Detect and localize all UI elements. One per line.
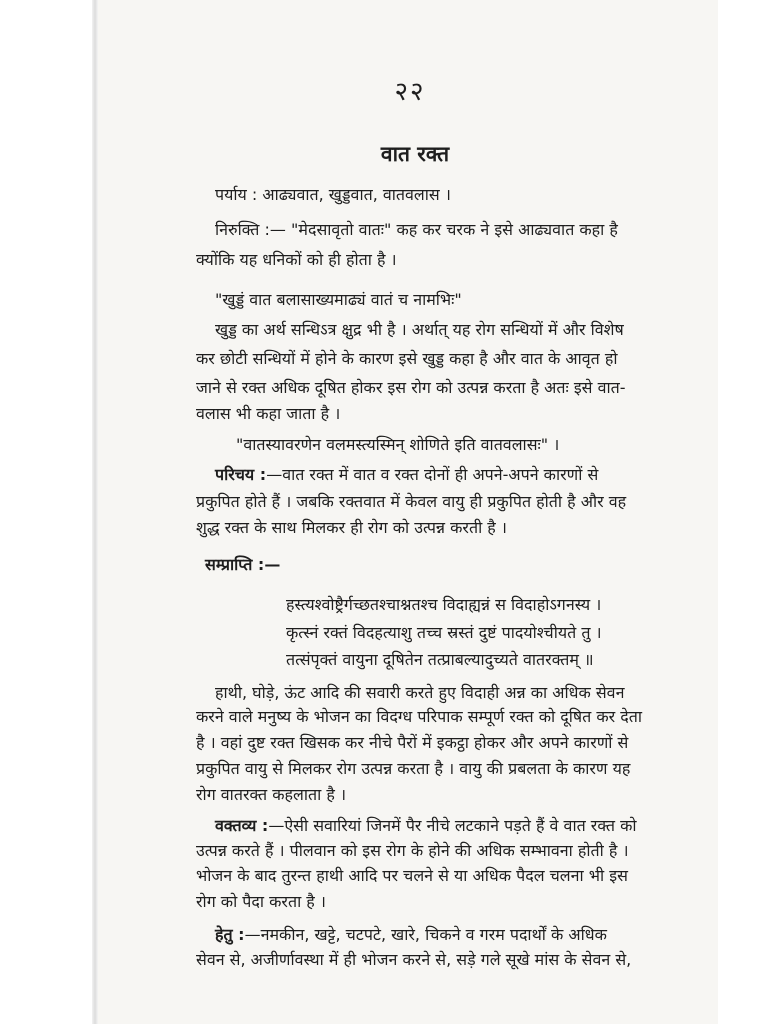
- paryay-line: [215, 185, 451, 205]
- verse-line-3: तत्संपृक्तं वायुना दूषितेन तत्प्राबल्यादुच्यते वातरक्तम् ॥: [286, 650, 594, 669]
- para1-line-1: खुड्ड का अर्थ सन्धिऽत्र क्षुद्र भी है । अर्थात् यह रोग सन्धियों में और विशेष: [215, 320, 624, 339]
- nirukti-line-2: क्योंकि यह धनिकों को ही होता है ।: [196, 250, 397, 269]
- page-number: २२: [394, 77, 426, 107]
- nirukti-line-1: [215, 220, 618, 240]
- quote-vatavalas: "वातस्यावरणेन वलमस्त्यस्मिन् शोणिते इति वातवलासः" ।: [236, 435, 560, 454]
- nirukti-label: निरुक्ति :—: [215, 220, 286, 239]
- hetu-line-1: [215, 925, 607, 945]
- verse-line-1: हस्त्यश्वोष्ट्रैर्गच्छतश्चाश्नतश्च विदाह्यन्नं स विदाहोऽगनस्य ।: [286, 595, 602, 614]
- hetu-text-1: —नमकीन, खट्टे, चटपटे, खारे, चिकने व गरम पदार्थों के अधिक: [244, 925, 607, 944]
- para1-line-2: कर छोटी सन्धियों में होने के कारण इसे खुड्ड कहा है और वात के आवृत हो: [196, 349, 618, 368]
- vaktavya-line-1: [215, 816, 637, 836]
- para1-line-3: जाने से रक्त अधिक दूषित होकर इस रोग को उत्पन्न करता है अतः इसे वात-: [196, 378, 626, 397]
- parichay-line-1: [215, 465, 598, 485]
- paryay-label: पर्याय :: [215, 185, 258, 204]
- para2-line-4: प्रकुपित वायु से मिलकर रोग उत्पन्न करता है । वायु की प्रबलता के कारण यह: [196, 759, 631, 778]
- page-title: वात रक्त: [380, 142, 450, 166]
- nirukti-text-1: "मेदसावृतो वातः" कह कर चरक ने इसे आढ्यवात कहा है: [291, 220, 618, 239]
- para2-line-3: है । वहां दुष्ट रक्त खिसक कर नीचे पैरों में इकट्ठा होकर और अपने कारणों से: [196, 733, 629, 752]
- para2-line-2: करने वाले मनुष्य के भोजन का विदग्ध परिपाक सम्पूर्ण रक्त को दूषित कर देता: [196, 707, 643, 726]
- vaktavya-line-2: उत्पन्न करते हैं । पीलवान को इस रोग के होने की अधिक सम्भावना होती है ।: [196, 841, 629, 860]
- parichay-line-2: प्रकुपित होते हैं । जबकि रक्तवात में केवल वायु ही प्रकुपित होती है और वह: [196, 492, 627, 511]
- scan-margin: [0, 0, 96, 1024]
- paryay-text: आढ्यवात, खुड्डवात, वातवलास ।: [262, 185, 451, 204]
- hetu-label: हेतु :: [215, 925, 245, 944]
- parichay-line-3: शुद्ध रक्त के साथ मिलकर ही रोग को उत्पन्न करती है ।: [196, 518, 507, 537]
- vaktavya-text-1: —ऐसी सवारियां जिनमें पैर नीचे लटकाने पड़ते हैं वे वात रक्त को: [268, 816, 637, 835]
- quote-khudda: "खुड्डं वात बलासाख्यमाढ्यं वातं च नामभिः": [215, 290, 462, 309]
- para1-line-4: वलास भी कहा जाता है ।: [196, 404, 341, 423]
- verse-line-2: कृत्स्नं रक्तं विदहत्याशु तच्च स्रस्तं दुष्टं पादयोश्चीयते तु ।: [286, 623, 602, 642]
- parichay-text-1: —वात रक्त में वात व रक्त दोनों ही अपने-अपने कारणों से: [266, 465, 599, 484]
- hetu-line-2: सेवन से, अजीर्णावस्था में ही भोजन करने से, सड़े गले सूखे मांस के सेवन से,: [196, 950, 632, 969]
- samprapti-label: सम्प्राप्ति :—: [205, 555, 281, 574]
- para2-line-1: हाथी, घोड़े, ऊंट आदि की सवारी करते हुए विदाही अन्न का अधिक सेवन: [215, 683, 625, 702]
- vaktavya-line-4: रोग को पैदा करता है ।: [196, 892, 326, 911]
- parichay-label: परिचय :: [215, 465, 267, 484]
- para2-line-5: रोग वातरक्त कहलाता है ।: [196, 785, 347, 804]
- vaktavya-line-3: भोजन के बाद तुरन्त हाथी आदि पर चलने से या अधिक पैदल चलना भी इस: [196, 866, 628, 885]
- vaktavya-label: वक्तव्य :: [215, 816, 269, 835]
